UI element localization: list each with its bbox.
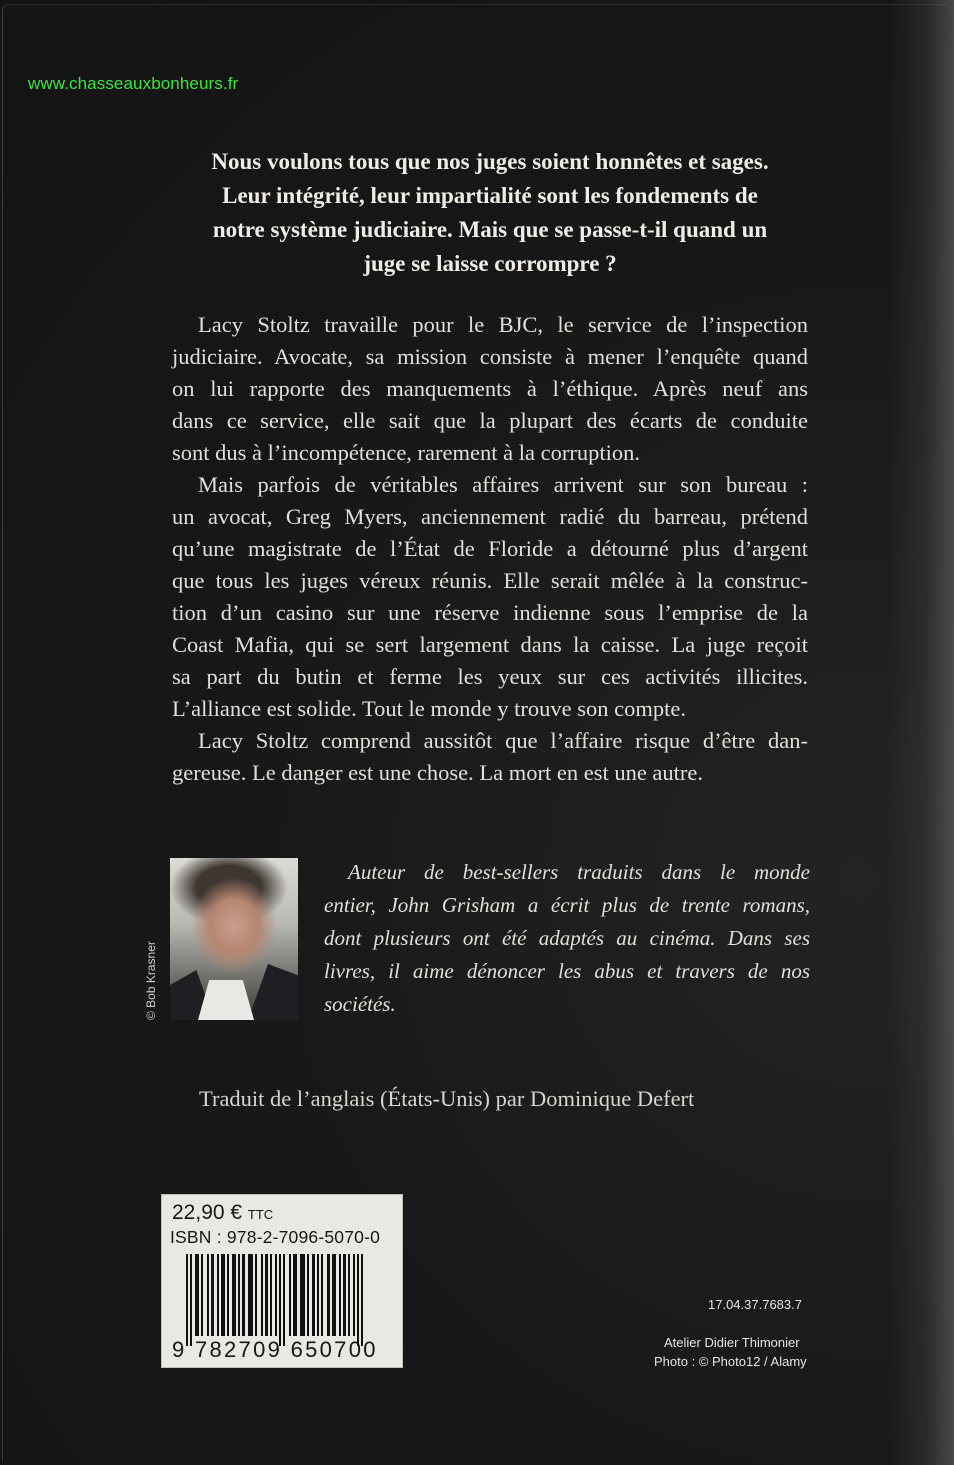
bio-line: dont plusieurs ont été adaptés au cinéma. Dans ses: [324, 926, 810, 950]
synopsis-line: dans ce service, elle sait que la plupart des écarts de conduite: [172, 408, 808, 433]
isbn: ISBN : 978-2-7096-5070-0: [170, 1227, 381, 1247]
translator-credit: Traduit de l’anglais (États-Unis) par Dominique Defert: [199, 1086, 695, 1111]
bio-line: Auteur de best-sellers traduits dans le monde: [348, 860, 810, 884]
synopsis-line: Coast Mafia, qui se sert largement dans la caisse. La juge reçoit: [172, 632, 808, 657]
cover-photo-credit: Photo : © Photo12 / Alamy: [654, 1354, 807, 1369]
design-credit: Atelier Didier Thimonier: [664, 1335, 800, 1350]
synopsis-line: L’alliance est solide. Tout le monde y trouve son compte.: [172, 696, 686, 721]
bio-line: livres, il aime dénoncer les abus et travers de nos: [324, 959, 810, 983]
synopsis-line: gereuse. Le danger est une chose. La mort en est une autre.: [172, 760, 704, 785]
tagline: [166, 145, 814, 281]
author-bio: [324, 856, 810, 1021]
synopsis-line: sont dus à l’incompétence, rarement à la corruption.: [172, 440, 640, 465]
synopsis-line: sa part du butin et ferme les yeux sur ces activités illicites.: [172, 664, 808, 689]
price-value: 22,90 €: [172, 1201, 243, 1224]
tagline-line: notre système judiciaire. Mais que se passe-t-il quand un: [212, 217, 768, 242]
synopsis-line: Lacy Stoltz comprend aussitôt que l’affaire risque d’être dan-: [198, 728, 808, 753]
synopsis-line: judiciaire. Avocate, sa mission consiste à mener l’enquête quand: [172, 344, 808, 369]
synopsis-line: qu’une magistrate de l’État de Floride a détourné plus d’argent: [172, 536, 808, 561]
synopsis: [172, 309, 808, 789]
author-photo-credit: © Bob Krasner: [144, 941, 158, 1020]
tagline-line: Nous voulons tous que nos juges soient honnêtes et sages.: [211, 149, 769, 174]
barcode-icon: [186, 1254, 394, 1346]
synopsis-line: un avocat, Greg Myers, anciennement radié du barreau, prétend: [172, 504, 808, 529]
synopsis-line: on lui rapporte des manquements à l’éthique. Après neuf ans: [172, 376, 808, 401]
price: [172, 1201, 273, 1225]
synopsis-line: tion d’un casino sur une réserve indienne sous l’emprise de la: [172, 600, 808, 625]
print-code: 17.04.37.7683.7: [708, 1297, 802, 1312]
portrait-shirt: [198, 980, 254, 1020]
tagline-line: Leur intégrité, leur impartialité sont les fondements de: [222, 183, 758, 208]
synopsis-line: Lacy Stoltz travaille pour le BJC, le service de l’inspection: [198, 312, 808, 337]
synopsis-line: que tous les juges véreux réunis. Elle serait mêlée à la construc-: [172, 568, 808, 593]
synopsis-line: Mais parfois de véritables affaires arrivent sur son bureau :: [198, 472, 808, 497]
watermark-url[interactable]: www.chasseauxbonheurs.fr: [28, 74, 239, 93]
price-tax: TTC: [247, 1207, 274, 1222]
tagline-line: juge se laisse corrompre ?: [363, 251, 617, 276]
portrait-jacket-right: [248, 964, 298, 1020]
barcode-digits: 9 782709 650700: [172, 1337, 378, 1362]
price-barcode-sticker: [161, 1194, 403, 1368]
bio-line: entier, John Grisham a écrit plus de trente romans,: [324, 893, 810, 917]
author-portrait: [170, 858, 298, 1020]
bio-line: sociétés.: [324, 992, 396, 1016]
